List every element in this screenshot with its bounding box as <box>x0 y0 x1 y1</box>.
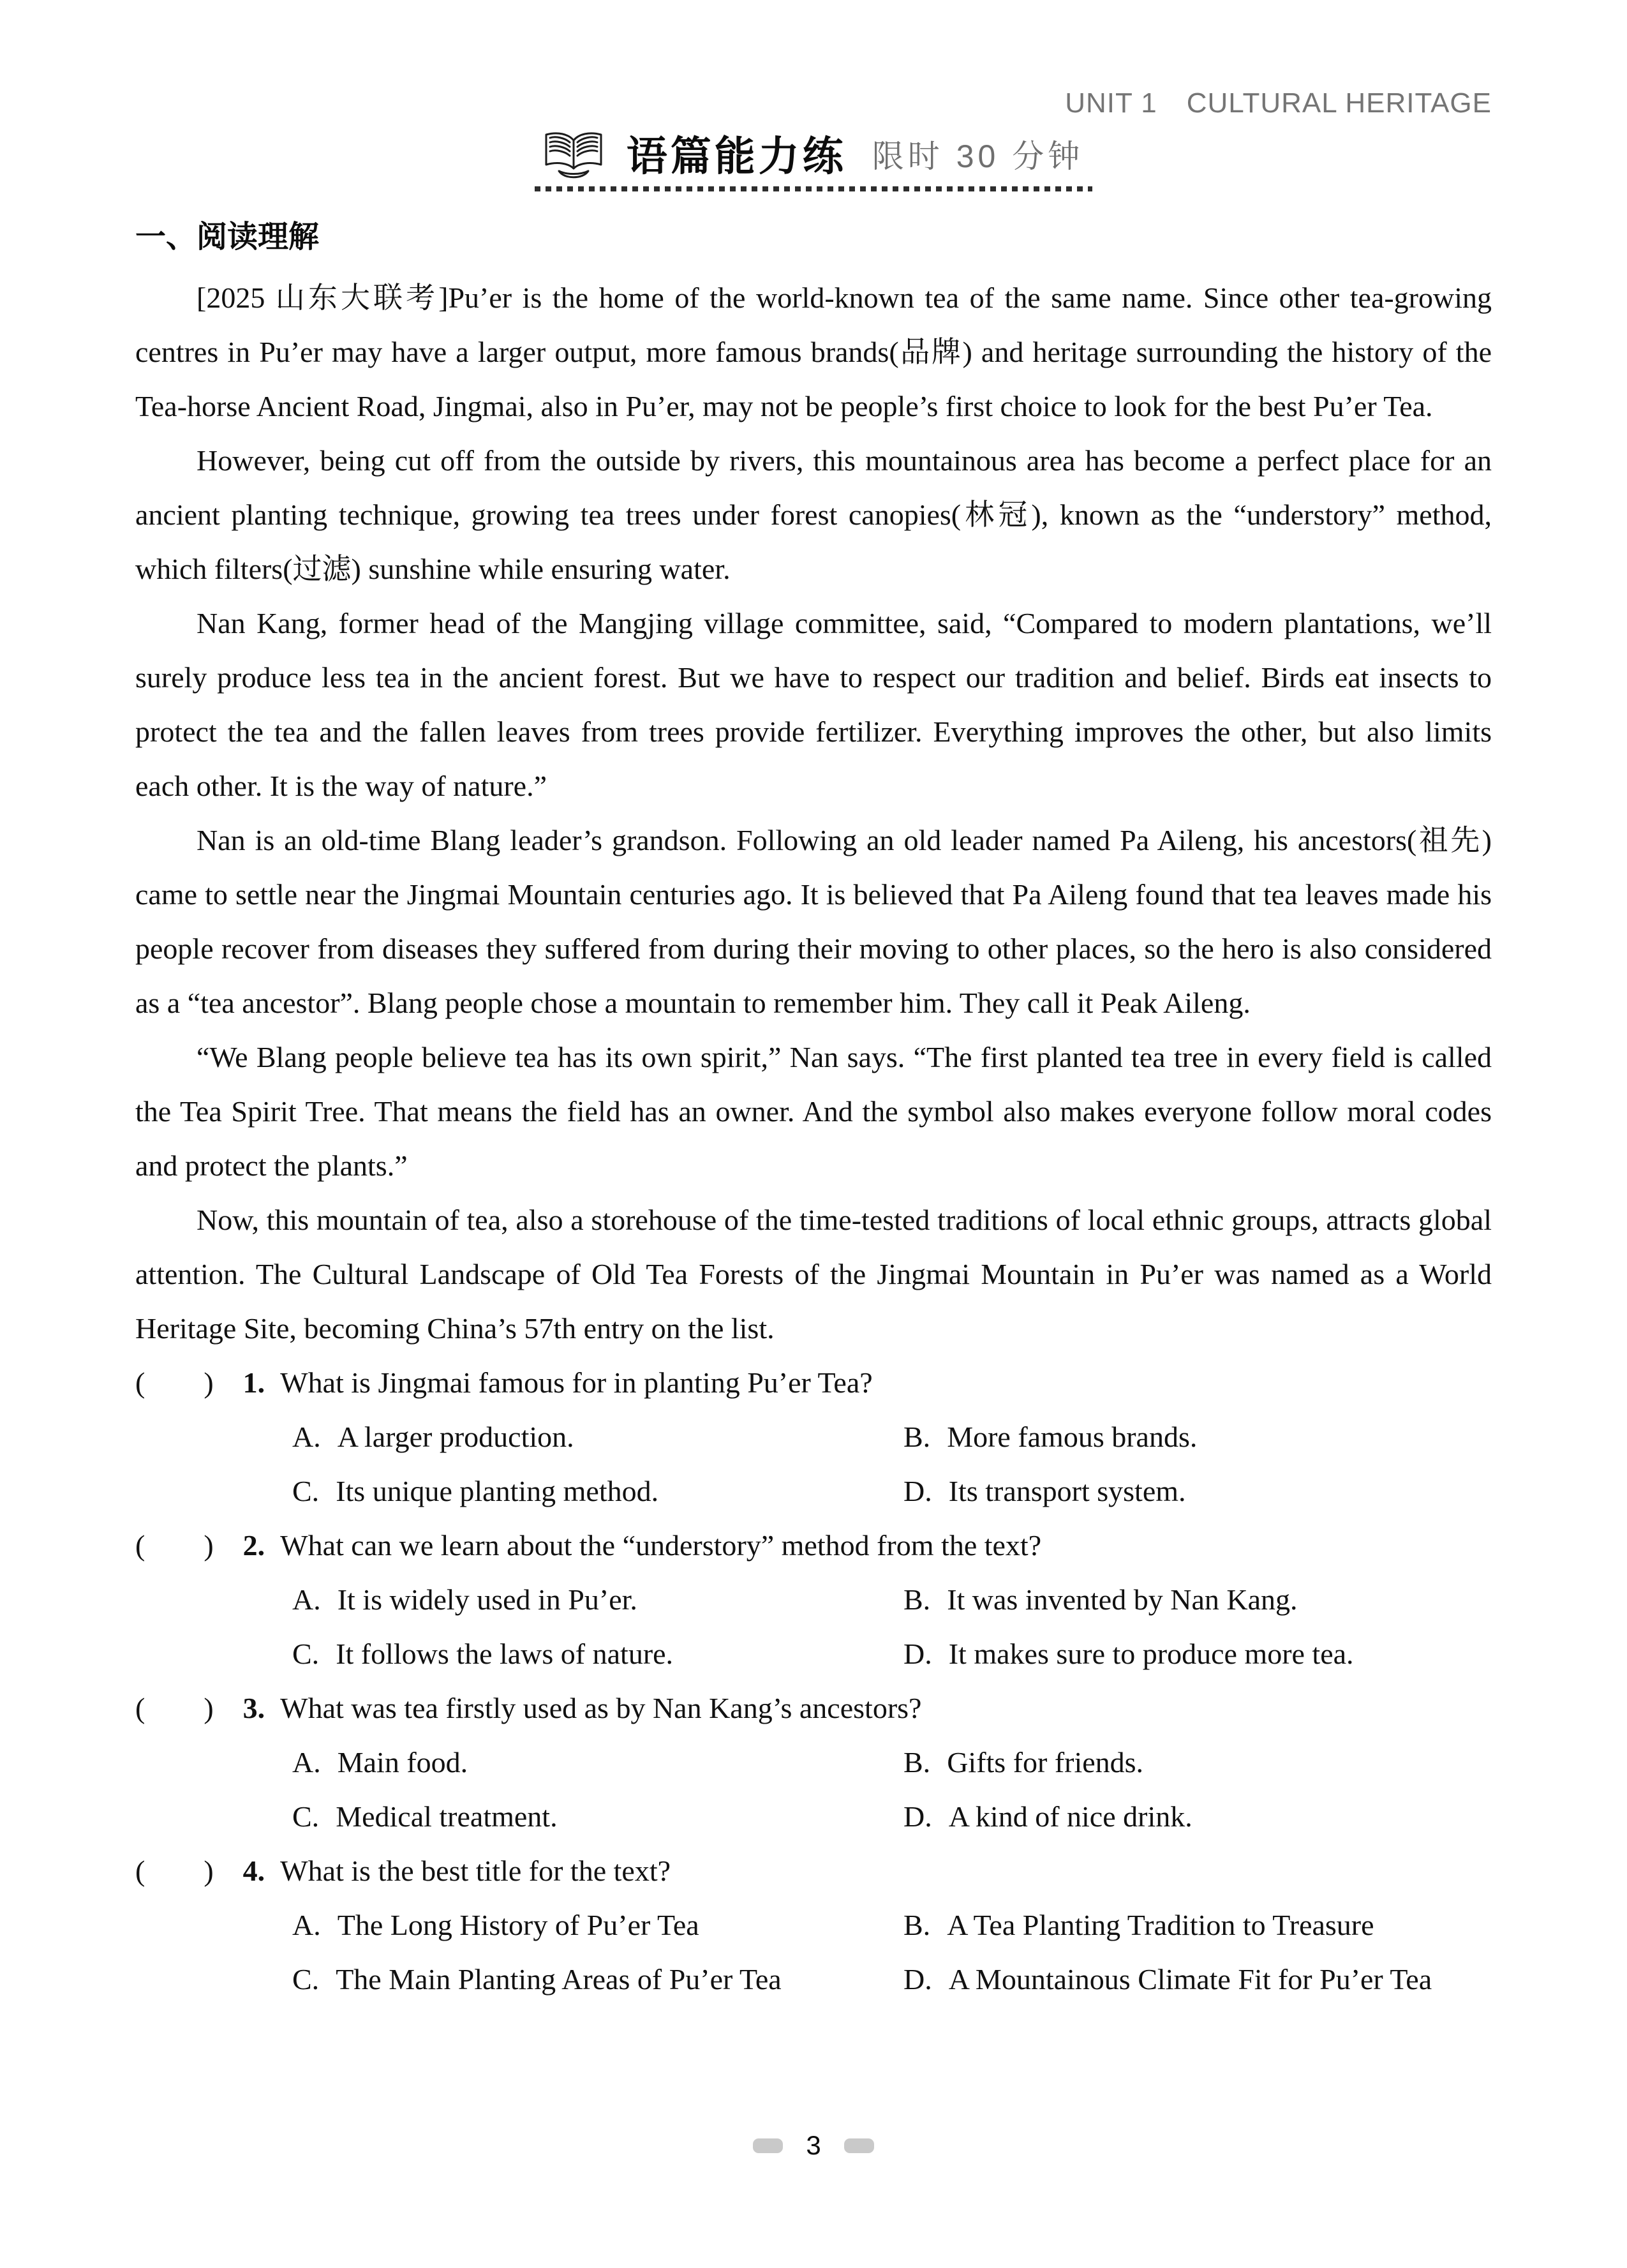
question-list <box>135 1355 1492 2006</box>
answer-blank <box>135 1529 214 1562</box>
option-text: The Long History of Pu’er Tea <box>337 1909 699 1941</box>
passage-paragraph-2: However, being cut off from the outside by rivers, this mountainous area has become a perfect place for an ancient planting technique, growing tea trees under forest canopies(林冠), known as the “understory” method, which filters(过滤) sunshine while ensuring water. <box>135 444 1492 585</box>
question-2 <box>135 1518 1492 1572</box>
question-number: 1. <box>242 1366 265 1399</box>
paren-open: ( <box>135 1854 145 1887</box>
banner-time-limit: 限时 30 分钟 <box>872 138 1084 174</box>
option-label: C. <box>292 1800 320 1833</box>
option-text: It was invented by Nan Kang. <box>947 1583 1298 1616</box>
exam-source-tag: [2025 山东大联考] <box>197 281 449 314</box>
option-label: C. <box>292 1475 320 1507</box>
option-text: Its transport system. <box>948 1475 1186 1507</box>
answer-blank <box>135 1692 214 1724</box>
reading-passage <box>135 271 1492 1355</box>
unit-title-label: CULTURAL HERITAGE <box>1186 87 1492 119</box>
question-text: What was tea firstly used as by Nan Kang’s ancestors? <box>280 1692 922 1724</box>
option-text: The Main Planting Areas of Pu’er Tea <box>336 1963 782 1996</box>
option-d <box>903 1952 1492 2006</box>
unit-number-label: UNIT 1 <box>1065 87 1157 119</box>
passage-paragraph-1 <box>135 271 1492 433</box>
option-text: Gifts for friends. <box>947 1746 1144 1779</box>
question-2-options-cd <box>135 1627 1492 1681</box>
question-3-options-cd <box>135 1789 1492 1844</box>
option-text: It is widely used in Pu’er. <box>337 1583 637 1616</box>
option-a <box>292 1735 903 1789</box>
passage-paragraph-6: Now, this mountain of tea, also a storehouse of the time-tested traditions of local ethnic groups, attracts global attention. The Cultural Landscape of Old Tea Forests of the Jingmai Mountain in Pu’er was named as a World Heritage Site, becoming China’s 57th entry on the list. <box>135 1204 1492 1345</box>
banner-title: 语篇能力练 <box>626 133 847 179</box>
practice-banner <box>535 129 1092 191</box>
question-3 <box>135 1681 1492 1735</box>
option-label: B. <box>903 1746 931 1779</box>
paren-close: ) <box>204 1692 214 1724</box>
question-3-options-ab <box>135 1735 1492 1789</box>
paragraph-text: Pu’er is the home of the world-known tea of the same name. Since other tea-growing centres in Pu’er may have a larger output, more famous brands(品牌) and heritage surrounding the history of the Tea-horse Ancient Road, Jingmai, also in Pu’er, may not be people’s first choice to look for the best Pu’er Tea. <box>135 281 1492 422</box>
paren-close: ) <box>204 1854 214 1887</box>
question-text: What is the best title for the text? <box>280 1854 671 1887</box>
answer-blank <box>135 1854 214 1887</box>
option-text: Main food. <box>337 1746 468 1779</box>
option-label: D. <box>903 1963 932 1996</box>
option-c <box>292 1789 903 1844</box>
option-text: It makes sure to produce more tea. <box>948 1638 1354 1670</box>
option-a <box>292 1410 903 1464</box>
option-label: C. <box>292 1963 320 1996</box>
paren-open: ( <box>135 1366 145 1399</box>
question-4-options-cd <box>135 1952 1492 2006</box>
option-b <box>903 1410 1492 1464</box>
option-label: A. <box>292 1746 321 1779</box>
paren-close: ) <box>204 1366 214 1399</box>
option-b <box>903 1572 1492 1627</box>
footer-right-pill <box>844 2138 874 2153</box>
option-a <box>292 1572 903 1627</box>
section-heading: 一、阅读理解 <box>135 220 320 254</box>
passage-paragraph-4: Nan is an old-time Blang leader’s grandson. Following an old leader named Pa Aileng, his ancestors(祖先) came to settle near the Jingmai Mountain centuries ago. It is believed that Pa Aileng found that tea leaves made his people recover from diseases they suffered from during their moving to other places, so the hero is also considered as a “tea ancestor”. Blang people chose a mountain to remember him. They call it Peak Aileng. <box>135 824 1492 1019</box>
paren-open: ( <box>135 1692 145 1724</box>
question-text: What can we learn about the “understory” method from the text? <box>280 1529 1042 1562</box>
question-1 <box>135 1355 1492 1410</box>
option-label: A. <box>292 1583 321 1616</box>
paren-open: ( <box>135 1529 145 1562</box>
option-d <box>903 1464 1492 1518</box>
open-book-icon <box>539 129 609 184</box>
question-1-options-cd <box>135 1464 1492 1518</box>
option-text: A Tea Planting Tradition to Treasure <box>947 1909 1374 1941</box>
option-text: A larger production. <box>337 1421 574 1453</box>
question-1-options-ab <box>135 1410 1492 1464</box>
answer-blank <box>135 1366 214 1399</box>
option-text: It follows the laws of nature. <box>336 1638 674 1670</box>
option-b <box>903 1735 1492 1789</box>
option-text: Medical treatment. <box>336 1800 558 1833</box>
option-d <box>903 1627 1492 1681</box>
option-b <box>903 1898 1492 1952</box>
option-label: B. <box>903 1909 931 1941</box>
option-label: A. <box>292 1909 321 1941</box>
page-number: 3 <box>806 2130 821 2160</box>
option-c <box>292 1464 903 1518</box>
question-4 <box>135 1844 1492 1898</box>
option-c <box>292 1952 903 2006</box>
question-number: 3. <box>242 1692 265 1724</box>
option-label: C. <box>292 1638 320 1670</box>
option-text: More famous brands. <box>947 1421 1198 1453</box>
option-text: A Mountainous Climate Fit for Pu’er Tea <box>948 1963 1432 1996</box>
option-d <box>903 1789 1492 1844</box>
passage-paragraph-3: Nan Kang, former head of the Mangjing village committee, said, “Compared to modern plantations, we’ll surely produce less tea in the ancient forest. But we have to respect our tradition and belief. Birds eat insects to protect the tea and the fallen leaves from trees provide fertilizer. Everything improves the other, but also limits each other. It is the way of nature.” <box>135 607 1492 802</box>
paren-close: ) <box>204 1529 214 1562</box>
option-a <box>292 1898 903 1952</box>
question-number: 2. <box>242 1529 265 1562</box>
question-number: 4. <box>242 1854 265 1887</box>
question-4-options-ab <box>135 1898 1492 1952</box>
option-text: A kind of nice drink. <box>948 1800 1192 1833</box>
unit-header <box>135 88 1492 119</box>
option-label: B. <box>903 1421 931 1453</box>
option-text: Its unique planting method. <box>336 1475 659 1507</box>
option-label: D. <box>903 1800 932 1833</box>
footer-left-pill <box>753 2138 783 2153</box>
option-label: D. <box>903 1638 932 1670</box>
page-footer <box>0 2130 1627 2161</box>
option-label: A. <box>292 1421 321 1453</box>
option-label: B. <box>903 1583 931 1616</box>
passage-paragraph-5: “We Blang people believe tea has its own spirit,” Nan says. “The first planted tea tree in every field is called the Tea Spirit Tree. That means the field has an owner. And the symbol also makes everyone follow moral codes and protect the plants.” <box>135 1041 1492 1182</box>
question-text: What is Jingmai famous for in planting Pu’er Tea? <box>280 1366 873 1399</box>
option-label: D. <box>903 1475 932 1507</box>
question-2-options-ab <box>135 1572 1492 1627</box>
option-c <box>292 1627 903 1681</box>
